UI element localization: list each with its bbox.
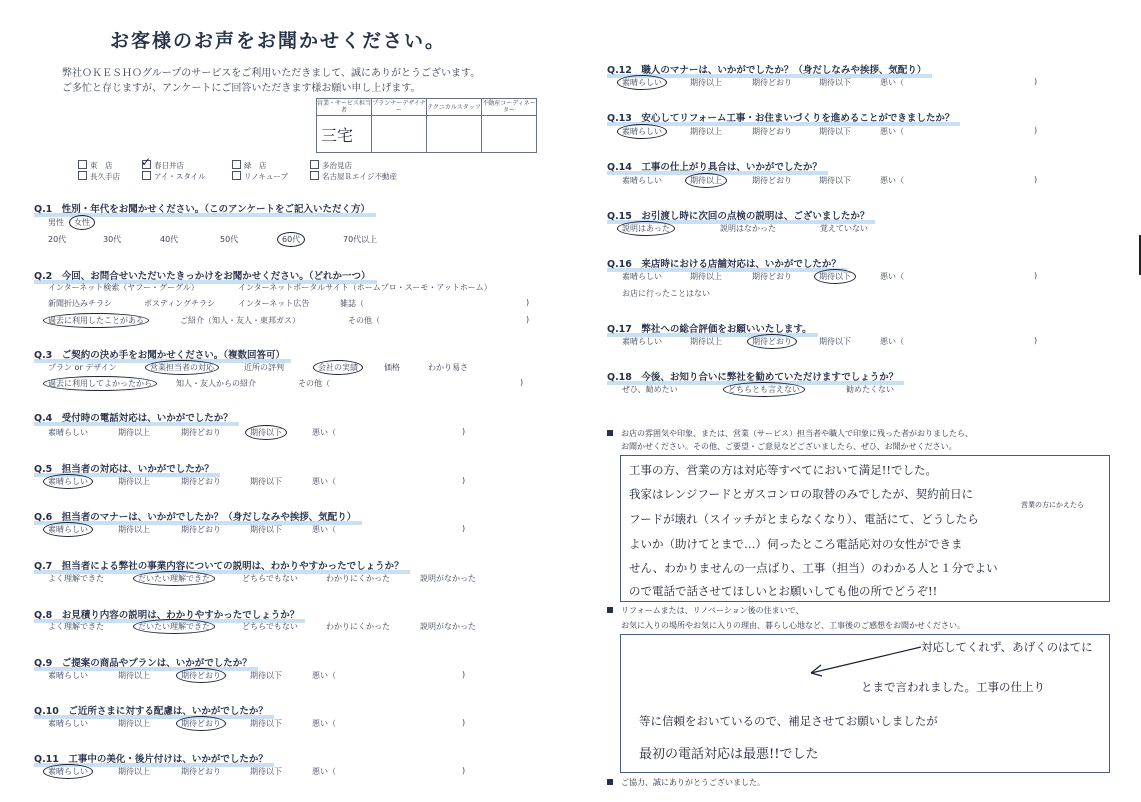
question-q6-title: Q.6 担当者のマナーは、いかがでしたか？（身だしなみや挨拶、気配り）: [34, 505, 362, 524]
option-excellent[interactable]: 素晴らしい: [622, 176, 662, 185]
question-q11-title: Q.11 工事中の美化・後片付けは、いかがでしたか？: [34, 747, 274, 766]
comment-line: せん、わかりませんの一点ばり、工事（担当）のわかる人と１分でよい: [629, 561, 998, 575]
option-bad[interactable]: 悪い（: [312, 477, 336, 486]
option-not-explained[interactable]: 説明はなかった: [720, 224, 776, 233]
question-q14-title: Q.14 工事の仕上がり具合は、いかがでしたか？: [607, 155, 828, 174]
option-internet-search[interactable]: インターネット検索（ヤフー・グーグル）: [48, 283, 199, 292]
option-above[interactable]: 期待以上: [690, 127, 722, 136]
comments-box[interactable]: [620, 455, 1110, 602]
option-bad-close: ): [462, 718, 466, 727]
option-plan-design[interactable]: プラン or デザイン: [48, 363, 117, 372]
reform-line: とまで言われました。工事の仕上り: [861, 680, 1045, 694]
question-q10-title: Q.10 ご近所さまに対する配慮は、いかがでしたか？: [34, 699, 274, 718]
option-as-expected-selected[interactable]: 期待どおり: [176, 668, 226, 683]
option-bad-close: ): [1034, 175, 1038, 184]
option-bad[interactable]: 悪い（: [880, 176, 904, 185]
option-above[interactable]: 期待以上: [690, 337, 722, 346]
option-excellent[interactable]: 素晴らしい: [622, 337, 662, 346]
option-below[interactable]: 期待以下: [250, 477, 282, 486]
comment-insert-note: 営業の方にかえたら: [1021, 501, 1084, 509]
option-excellent[interactable]: 素晴らしい: [48, 428, 88, 437]
question-q15-title: Q.15 お引渡し時に次回の点検の説明は、ございましたか？: [607, 204, 875, 223]
option-below[interactable]: 期待以下: [819, 176, 851, 185]
question-q12-title: Q.12 職人のマナーは、いかがでしたか？（身だしなみや挨拶、気配り）: [607, 58, 932, 77]
option-bad-close: ): [1034, 126, 1038, 135]
option-excellent[interactable]: 素晴らしい: [48, 671, 88, 680]
option-explained-selected[interactable]: 説明はあった: [617, 221, 675, 236]
option-as-expected[interactable]: 期待どおり: [752, 78, 792, 87]
checkbox-icon: [78, 171, 87, 180]
option-other-close: ): [526, 315, 530, 324]
checkbox-icon: [310, 171, 319, 180]
option-as-expected[interactable]: 期待どおり: [181, 428, 221, 437]
store-option-nagakute[interactable]: 長久手店: [78, 171, 120, 182]
option-other[interactable]: その他（: [348, 316, 380, 325]
staff-value-planner: [372, 116, 427, 153]
option-excellent[interactable]: 素晴らしい: [48, 719, 88, 728]
option-price[interactable]: 価格: [384, 363, 400, 372]
store-option-kasugai[interactable]: ✓ 春日井店: [141, 155, 184, 170]
option-understood-well[interactable]: よく理解できた: [48, 622, 104, 631]
question-q3-title: Q.3 ご契約の決め手をお聞かせください。（複数回答可）: [34, 343, 291, 362]
page-title: お客様のお声をお聞かせください。: [110, 30, 447, 52]
comment-line: よいか（助けてとまで…）伺ったところ電話応対の女性ができま: [629, 537, 963, 551]
option-bad[interactable]: 悪い（: [312, 719, 336, 728]
reform-prompt-2: お気に入りの場所やお気に入りの理由、暮らし心地など、工事後のご感想をお聞かせください。: [621, 621, 965, 630]
staff-value-sales: 三宅: [317, 116, 372, 153]
question-q17-title: Q.17 弊社への総合評価をお願いいたします。: [607, 317, 818, 336]
option-past-good-selected[interactable]: 過去に利用してよかったから: [43, 376, 157, 391]
option-bad-close: ): [462, 670, 466, 679]
option-age-40s[interactable]: 40代: [160, 235, 179, 244]
checkbox-icon: [232, 171, 241, 180]
question-q13-title: Q.13 安心してリフォーム工事・お住まいづくりを進めることができましたか？: [607, 106, 960, 125]
option-as-expected[interactable]: 期待どおり: [181, 767, 221, 776]
option-not-recommend[interactable]: 勧めたくない: [846, 385, 894, 394]
option-as-expected-selected[interactable]: 期待どおり: [176, 716, 226, 731]
option-friend-referral[interactable]: 知人・友人からの紹介: [176, 379, 256, 388]
option-above[interactable]: 期待以上: [118, 477, 150, 486]
store-option-nagoya-rage[interactable]: 名古屋Ｒエイジ不動産: [310, 171, 397, 182]
reform-line: 最初の電話対応は最悪!!でした: [639, 747, 819, 762]
option-bad[interactable]: 悪い（: [312, 671, 336, 680]
store-option-midori[interactable]: 緑 店: [232, 160, 267, 171]
option-below[interactable]: 期待以下: [819, 127, 851, 136]
option-bad[interactable]: 悪い（: [880, 337, 904, 346]
option-male[interactable]: 男性: [48, 218, 64, 227]
option-as-expected-selected[interactable]: 期待どおり: [747, 334, 797, 349]
staff-header-technical: テクニカルスタッフ: [427, 99, 482, 116]
option-age-20s[interactable]: 20代: [48, 235, 67, 244]
handwritten-arrow-icon: [621, 635, 1109, 772]
staff-header-sales: 営業・サービス担当者: [317, 100, 372, 114]
question-q5-title: Q.5 担当者の対応は、いかがでしたか？: [34, 457, 220, 476]
option-mostly-understood-selected[interactable]: だいたい理解できた: [133, 619, 215, 634]
option-bad-close: ): [1034, 271, 1038, 280]
question-q4-title: Q.4 受付時の電話対応は、いかがでしたか？: [34, 406, 239, 425]
option-never-visited[interactable]: お店に行ったことはない: [622, 289, 710, 298]
option-below-selected[interactable]: 期待以下: [814, 269, 856, 284]
reform-line: 等に信頼をおいているので、補足させてお願いしましたが: [639, 714, 938, 728]
option-hard-to-understand[interactable]: わかりにくかった: [326, 574, 390, 583]
staff-table: [316, 98, 537, 153]
reform-line: 対応してくれず、あげくのはてに: [921, 640, 1093, 654]
option-above[interactable]: 期待以上: [690, 78, 722, 87]
option-referral[interactable]: ご紹介（知人・友人・東邦ガス）: [180, 316, 300, 325]
option-sales-response-selected[interactable]: 営業担当者の対応: [145, 360, 219, 375]
option-age-60s-selected[interactable]: 60代: [277, 232, 305, 247]
option-as-expected[interactable]: 期待どおり: [752, 127, 792, 136]
footer-thanks: ご協力、誠にありがとうございました。: [607, 777, 765, 788]
question-q8-title: Q.8 お見積り内容の説明は、わかりやすかったでしょうか？: [34, 603, 305, 622]
option-neither[interactable]: どちらでもない: [242, 574, 298, 583]
option-newspaper-flyer[interactable]: 新聞折込みチラシ: [48, 299, 112, 308]
checkbox-icon: [142, 171, 151, 180]
checkbox-icon: [78, 160, 87, 169]
option-bad[interactable]: 悪い（: [880, 127, 904, 136]
option-q3-other-close: ): [520, 378, 524, 387]
staff-header-realestate: 不動産コーディネーター: [482, 100, 536, 114]
question-q1-title: Q.1 性別・年代をお聞かせください。（このアンケートをご記入いただく方）: [34, 197, 376, 216]
option-magazine[interactable]: 雑誌（: [340, 299, 364, 308]
comment-line: 工事の方、営業の方は対応等すべてにおいて満足!!でした。: [629, 463, 938, 477]
option-bad-close: ): [462, 476, 466, 485]
store-option-tajimi[interactable]: 多治見店: [310, 160, 352, 171]
option-female-selected[interactable]: 女性: [69, 215, 95, 230]
checkbox-icon: [310, 160, 319, 169]
checkbox-checked-icon: ✓: [141, 155, 152, 169]
comments-prompt: お店の雰囲気や印象、または、営業（サービス）担当者や職人で印象に残った者がおりましたら、: [607, 428, 973, 439]
staff-header-planner: プランナーデザイナー: [372, 100, 426, 114]
store-option-renocube[interactable]: リノキューブ: [232, 171, 288, 182]
option-above[interactable]: 期待以上: [118, 719, 150, 728]
option-below[interactable]: 期待以下: [250, 767, 282, 776]
comment-line: 我家はレンジフードとガスコンロの取替のみでしたが、契約前日に: [629, 487, 974, 501]
question-q7-title: Q.7 担当者による弊社の事業内容についての説明は、わかりやすかったでしょうか？: [34, 554, 410, 573]
reform-prompt: リフォームまたは、リノベーション後の住まいで、: [607, 605, 803, 616]
option-bad[interactable]: 悪い（: [312, 428, 336, 437]
option-bad-close: ): [462, 524, 466, 533]
option-magazine-close: ): [526, 298, 530, 307]
option-excellent-selected[interactable]: 素晴らしい: [43, 522, 93, 537]
reform-box[interactable]: [620, 634, 1110, 773]
option-as-expected[interactable]: 期待どおり: [752, 272, 792, 281]
checkbox-icon: [232, 160, 241, 169]
option-age-70s[interactable]: 70代以上: [343, 235, 378, 244]
intro-line-2: ご多忙と存じますが、アンケートにご回答いただきます様お願い申し上げます。: [62, 83, 421, 94]
comment-line: ので電話で話させてほしいとお願いしても他の所でどうぞ!!: [629, 584, 938, 598]
option-as-expected[interactable]: 期待どおり: [181, 477, 221, 486]
option-below[interactable]: 期待以下: [819, 337, 851, 346]
option-below[interactable]: 期待以下: [250, 525, 282, 534]
option-as-expected[interactable]: 期待どおり: [752, 176, 792, 185]
question-q2-title: Q.2 今回、お問合せいただいたきっかけをお聞かせください。（どれか一つ）: [34, 264, 377, 283]
option-below[interactable]: 期待以下: [819, 78, 851, 87]
option-bad-close: ): [462, 427, 466, 436]
staff-value-technical: [427, 116, 482, 153]
option-bad[interactable]: 悪い（: [880, 272, 904, 281]
option-understood-well[interactable]: よく理解できた: [48, 574, 104, 583]
option-bad[interactable]: 悪い（: [312, 525, 336, 534]
option-age-30s[interactable]: 30代: [103, 235, 122, 244]
square-bullet-icon: [607, 607, 613, 613]
comment-line: フードが壊れ（スイッチがとまらなくなり）、電話にて、どうしたら: [629, 512, 979, 526]
option-excellent-selected[interactable]: 素晴らしい: [43, 474, 93, 489]
option-reputation[interactable]: 近所の評判: [244, 363, 284, 372]
option-above[interactable]: 期待以上: [118, 671, 150, 680]
option-internet-ad[interactable]: インターネット広告: [238, 299, 310, 308]
option-mostly-understood-selected[interactable]: だいたい理解できた: [133, 571, 215, 586]
option-above[interactable]: 期待以上: [118, 428, 150, 437]
option-q3-other[interactable]: その他（: [298, 379, 330, 388]
option-as-expected[interactable]: 期待どおり: [181, 525, 221, 534]
option-excellent-selected[interactable]: 素晴らしい: [43, 764, 93, 779]
store-option-higashi[interactable]: 東 店: [78, 160, 113, 171]
option-neither[interactable]: どちらでもない: [242, 622, 298, 631]
question-q9-title: Q.9 ご提案の商品やプランは、いかがでしたか？: [34, 651, 258, 670]
option-above[interactable]: 期待以上: [118, 525, 150, 534]
option-dont-remember[interactable]: 覚えていない: [820, 224, 868, 233]
option-recommend[interactable]: ぜひ、勧めたい: [622, 385, 678, 394]
option-bad-close: ): [1034, 77, 1038, 86]
option-above[interactable]: 期待以上: [118, 767, 150, 776]
option-age-50s[interactable]: 50代: [220, 235, 239, 244]
option-past-use-selected[interactable]: 過去に利用したことがある: [43, 313, 149, 328]
option-excellent-selected[interactable]: 素晴らしい: [617, 75, 667, 90]
option-below[interactable]: 期待以下: [250, 719, 282, 728]
option-below[interactable]: 期待以下: [250, 671, 282, 680]
option-company-record-selected[interactable]: 会社の実績: [313, 360, 363, 375]
option-no-explanation[interactable]: 説明がなかった: [420, 622, 476, 631]
option-bad-close: ): [1034, 336, 1038, 345]
option-clarity[interactable]: わかり易さ: [428, 363, 468, 372]
option-bad[interactable]: 悪い（: [880, 78, 904, 87]
option-excellent[interactable]: 素晴らしい: [622, 272, 662, 281]
option-no-explanation[interactable]: 説明がなかった: [420, 574, 476, 583]
option-portal-site[interactable]: インターネットポータルサイト（ホームプロ・スーモ・アットホーム）: [238, 283, 492, 292]
option-posting-flyer[interactable]: ポスティングチラシ: [144, 299, 216, 308]
intro-line-1: 弊社ＯＫＥＳＨＯグループのサービスをご利用いただきまして、誠にありがとうございます。: [62, 68, 481, 79]
option-hard-to-understand[interactable]: わかりにくかった: [326, 622, 390, 631]
square-bullet-icon: [607, 779, 613, 785]
question-q18-title: Q.18 今後、お知り合いに弊社を勧めていただけますでしょうか？: [607, 365, 904, 384]
staff-value-realestate: [482, 116, 537, 153]
option-excellent-selected[interactable]: 素晴らしい: [617, 124, 667, 139]
comments-prompt-2: お聞かせください。その他、ご要望・ご意見などございましたら、ぜひ、お聞かせください。: [621, 442, 957, 451]
option-below-selected[interactable]: 期待以下: [245, 425, 287, 440]
option-above-selected[interactable]: 期待以上: [685, 173, 727, 188]
option-bad-close: ): [462, 766, 466, 775]
option-bad[interactable]: 悪い（: [312, 767, 336, 776]
square-bullet-icon: [607, 430, 613, 436]
option-above[interactable]: 期待以上: [690, 272, 722, 281]
store-option-istyle[interactable]: アイ・スタイル: [142, 171, 206, 182]
question-q16-title: Q.16 来店時における店舗対応は、いかがでしたか？: [607, 252, 847, 271]
option-undecided-selected[interactable]: どちらとも言えない: [723, 382, 805, 397]
